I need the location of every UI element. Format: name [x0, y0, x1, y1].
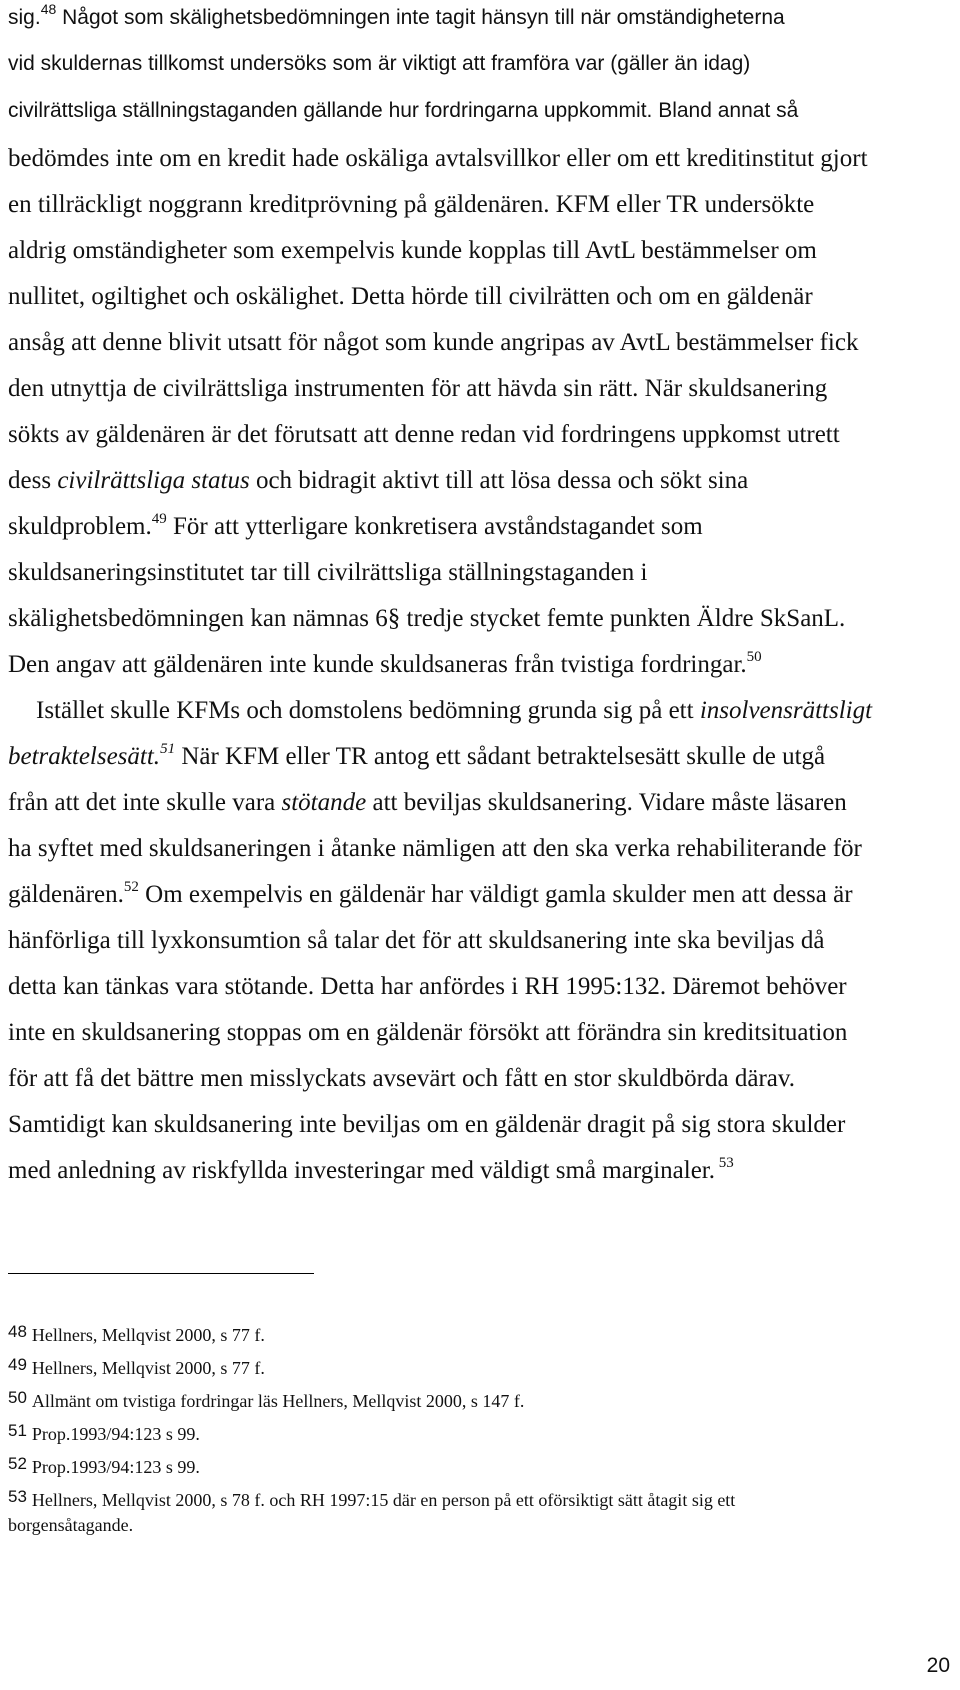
text-run: dess: [8, 467, 58, 494]
text-line: [8, 649, 762, 678]
text-run: skuldsaneringsinstitutet tar till civilrättsliga ställningstaganden i: [8, 559, 648, 586]
footnote-number: 52: [8, 1454, 27, 1473]
text-run: civilrättsliga status: [57, 467, 250, 494]
footnote-ref[interactable]: 50: [746, 649, 762, 665]
text-line: [8, 1112, 845, 1137]
text-line: [8, 468, 748, 493]
text-run: bedömdes inte om en kredit hade oskäliga avtalsvillkor eller om ett kreditinstitut gjort: [8, 145, 868, 172]
footnote-number: 48: [8, 1322, 27, 1341]
text-line: [8, 511, 703, 540]
footnote: [8, 1355, 265, 1378]
footnote-ref[interactable]: 51: [160, 741, 176, 757]
text-run: den utnyttja de civilrättsliga instrumenten för att hävda sin rätt. När skuldsanering: [8, 375, 828, 402]
text-line: [8, 1, 785, 29]
page-number: 20: [926, 1654, 950, 1677]
footnote-ref[interactable]: 49: [151, 511, 167, 527]
footnote: [8, 1487, 736, 1510]
text-run: När KFM eller TR antog ett sådant betraktelsesätt skulle de utgå: [175, 743, 826, 770]
text-run: nullitet, ogiltighet och oskälighet. Detta hörde till civilrätten och om en gäldenär: [8, 283, 813, 310]
text-run: För att ytterligare konkretisera avståndstagandet som: [166, 513, 703, 540]
text-run: detta kan tänkas vara stötande. Detta har anfördes i RH 1995:132. Däremot behöver: [8, 973, 847, 1000]
footnote-text: Prop.1993/94:123 s 99.: [31, 1457, 200, 1477]
text-run: Samtidigt kan skuldsanering inte beviljas om en gäldenär dragit på sig stora skulder: [8, 1111, 846, 1138]
text-run: vid skuldernas tillkomst undersöks som är viktigt att framföra var (gäller än idag): [8, 52, 751, 75]
footnote: [8, 1388, 525, 1411]
text-run: Istället skulle KFMs och domstolens bedömning grunda sig på ett: [36, 697, 700, 724]
text-line: [8, 192, 814, 217]
text-run: ha syftet med skuldsaneringen i åtanke nämligen att den ska verka rehabiliterande för: [8, 835, 862, 862]
text-line: [8, 741, 826, 770]
text-line: [8, 560, 647, 585]
footnote-text: borgensåtagande.: [8, 1515, 134, 1535]
footnote-text: Hellners, Mellqvist 2000, s 78 f. och RH 1997:15 där en person på ett oförsiktigt sätt åtagit sig ett: [31, 1490, 736, 1510]
text-line: [8, 1020, 847, 1045]
text-line: [8, 330, 858, 355]
text-run: hänförliga till lyxkonsumtion så talar det för att skuldsanering inte ska beviljas då: [8, 927, 825, 954]
text-line: [8, 1155, 734, 1184]
text-line: [8, 836, 862, 861]
text-run: gäldenären.: [8, 881, 124, 908]
footnote-text: Prop.1993/94:123 s 99.: [31, 1424, 200, 1444]
text-line: [8, 422, 840, 447]
footnote-ref[interactable]: 52: [123, 879, 139, 895]
text-line: [8, 284, 813, 309]
text-run: Den angav att gäldenären inte kunde skuldsaneras från tvistiga fordringar.: [8, 651, 747, 678]
footnote-ref[interactable]: 48: [40, 1, 57, 17]
text-line: [8, 146, 868, 171]
text-run: sökts av gäldenären är det förutsatt att denne redan vid fordringens uppkomst utrett: [8, 421, 840, 448]
footnote-text: Hellners, Mellqvist 2000, s 77 f.: [31, 1358, 265, 1378]
footnote-text: Allmänt om tvistiga fordringar läs Hellners, Mellqvist 2000, s 147 f.: [31, 1391, 525, 1411]
footnote: [8, 1516, 133, 1534]
text-run: från att det inte skulle vara: [8, 789, 282, 816]
text-run: civilrättsliga ställningstaganden gällande hur fordringarna uppkommit. Bland annat så: [8, 99, 799, 122]
text-line: [8, 879, 853, 908]
text-run: med anledning av riskfyllda investeringar med väldigt små marginaler.: [8, 1157, 715, 1184]
text-run: inte en skuldsanering stoppas om en gäldenär försökt att förändra sin kreditsituation: [8, 1019, 848, 1046]
text-run: skuldproblem.: [8, 513, 152, 540]
footnote-separator: [8, 1273, 314, 1274]
footnote-ref[interactable]: 53: [714, 1155, 734, 1171]
text-run: stötande: [281, 789, 367, 816]
text-run: Något som skälighetsbedömningen inte tagit hänsyn till när omständigheterna: [56, 6, 785, 29]
text-run: Om exempelvis en gäldenär har väldigt gamla skulder men att dessa är: [138, 881, 853, 908]
text-line: [36, 698, 872, 723]
text-line: [8, 974, 847, 999]
text-run: för att få det bättre men misslyckats avsevärt och fått en stor skuldbörda därav.: [8, 1065, 795, 1092]
footnote: [8, 1322, 265, 1345]
text-run: skälighetsbedömningen kan nämnas 6§ tredje stycket femte punkten Äldre SkSanL.: [8, 605, 846, 632]
text-run: att beviljas skuldsanering. Vidare måste läsaren: [366, 789, 847, 816]
text-line: [8, 1066, 795, 1091]
text-run: en tillräckligt noggrann kreditprövning på gäldenären. KFM eller TR undersökte: [8, 191, 815, 218]
text-line: [8, 606, 845, 631]
footnote: [8, 1454, 200, 1477]
text-line: [8, 376, 827, 401]
text-line: [8, 238, 817, 263]
text-line: [8, 790, 847, 815]
text-line: [8, 928, 824, 953]
text-run: betraktelsesätt.: [8, 743, 161, 770]
text-run: insolvensrättsligt: [699, 697, 873, 724]
text-line: [8, 53, 750, 74]
text-run: aldrig omständigheter som exempelvis kunde kopplas till AvtL bestämmelser om: [8, 237, 817, 264]
footnote: [8, 1421, 200, 1444]
footnote-number: 50: [8, 1388, 27, 1407]
footnote-text: Hellners, Mellqvist 2000, s 77 f.: [31, 1325, 265, 1345]
footnote-number: 49: [8, 1355, 27, 1374]
text-line: [8, 100, 798, 121]
text-run: ansåg att denne blivit utsatt för något som kunde angripas av AvtL bestämmelser fick: [8, 329, 859, 356]
text-run: och bidragit aktivt till att lösa dessa och sökt sina: [249, 467, 749, 494]
footnote-number: 53: [8, 1487, 27, 1506]
text-run: sig.: [8, 6, 41, 29]
footnote-number: 51: [8, 1421, 27, 1440]
